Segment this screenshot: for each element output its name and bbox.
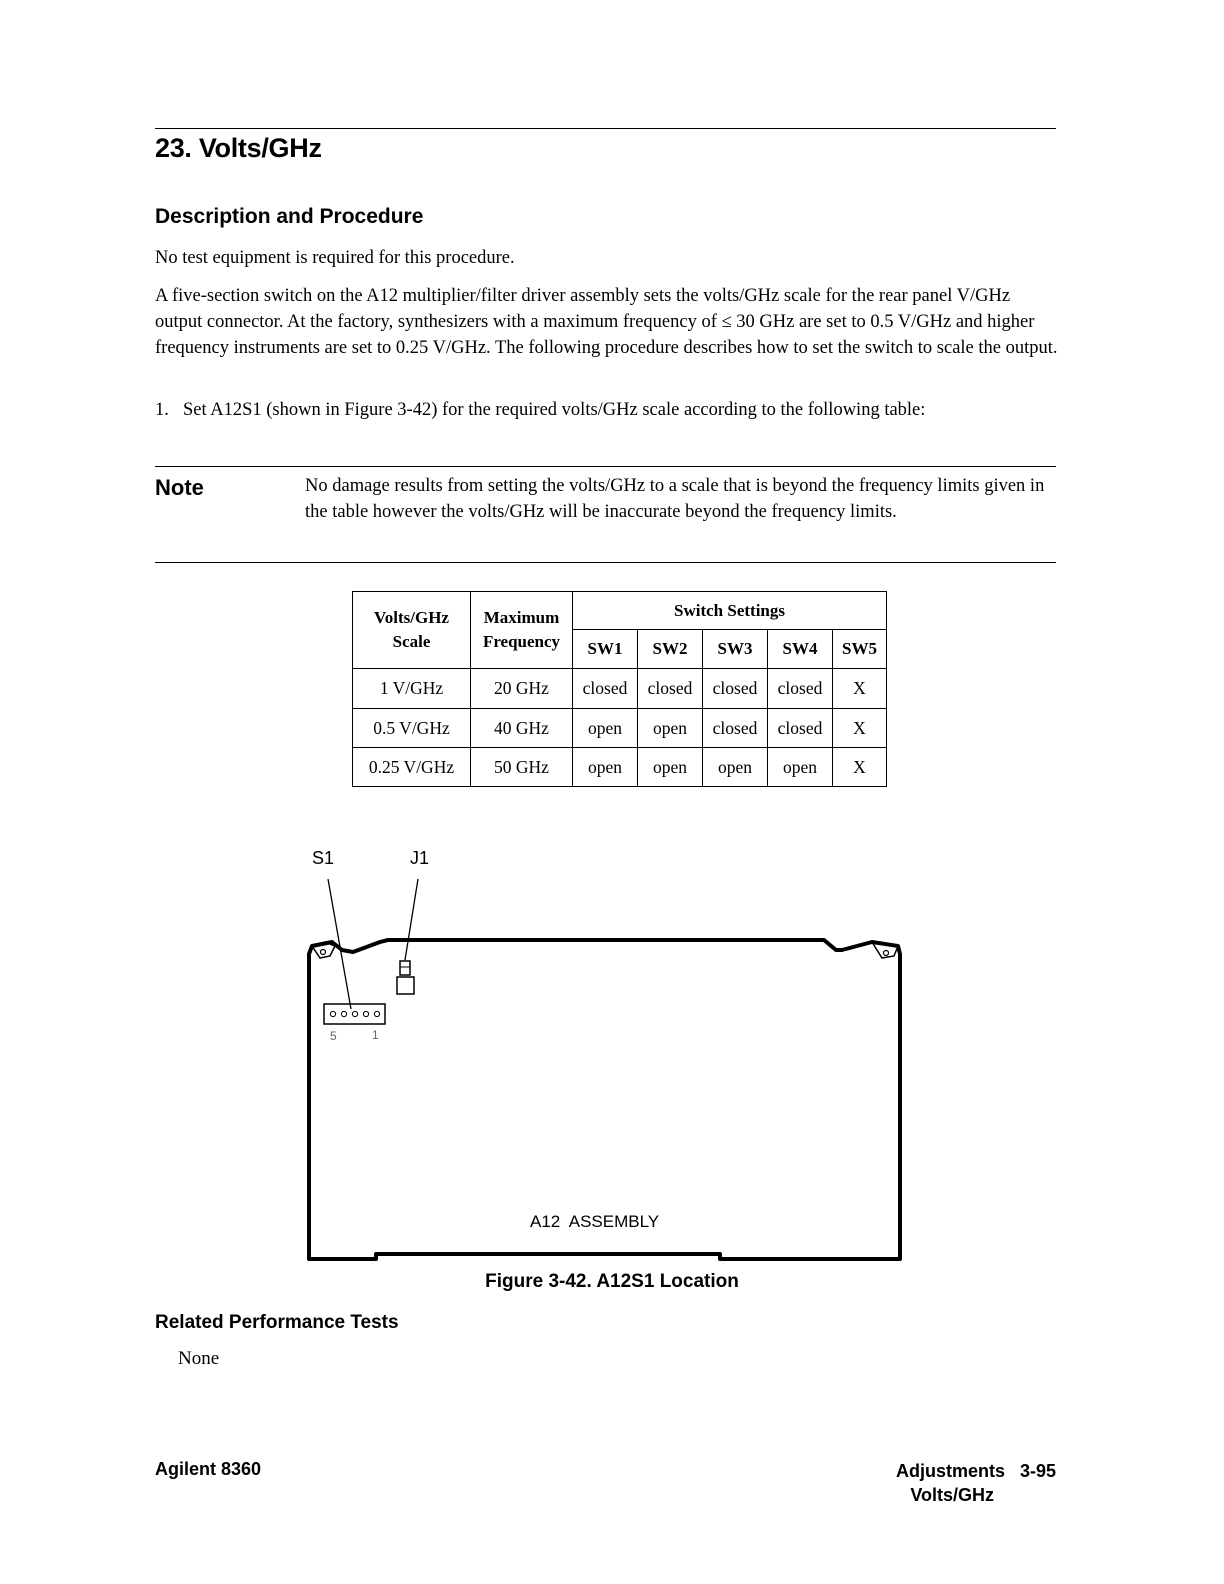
header-sw5: SW5: [833, 630, 887, 669]
table-cell: 0.25 V/GHz: [353, 748, 471, 787]
table-cell: open: [573, 709, 638, 748]
table-cell: X: [833, 709, 887, 748]
switch-settings-table: [352, 591, 887, 787]
table-cell: closed: [768, 669, 833, 709]
a12-assembly-diagram: [160, 840, 1060, 1270]
note-label: Note: [155, 475, 204, 500]
step-number: 1.: [155, 400, 169, 420]
table-cell: open: [573, 748, 638, 787]
table-row: [353, 748, 887, 787]
note-top-rule: [155, 466, 1056, 467]
footer-chapter-page: Adjustments 3-95: [895, 1461, 1056, 1481]
switch-position-5: 5: [330, 1029, 337, 1043]
label-j1: J1: [410, 848, 430, 868]
switch-position-1: 1: [372, 1028, 379, 1042]
step-text: Set A12S1 (shown in Figure 3-42) for the required volts/GHz scale according to the following table:: [183, 400, 926, 420]
table-cell: closed: [768, 709, 833, 748]
section-title: Description and Procedure: [155, 205, 424, 228]
table-cell: 1 V/GHz: [353, 669, 471, 709]
table-cell: open: [703, 748, 768, 787]
table-cell: X: [833, 748, 887, 787]
right-mount-hole: [884, 951, 889, 956]
related-tests-title: Related Performance Tests: [155, 1312, 399, 1333]
table-row: [353, 709, 887, 748]
j1-connector-top: [400, 961, 410, 975]
table-cell: closed: [703, 709, 768, 748]
header-switch-settings: Switch Settings: [573, 592, 887, 630]
table-cell: closed: [573, 669, 638, 709]
table-row: [353, 669, 887, 709]
table-cell: 20 GHz: [471, 669, 573, 709]
note-text: No damage results from setting the volts/GHz to a scale that is beyond the frequency limits given in the table however the volts/GHz will be inaccurate beyond the frequency limits.: [305, 476, 1045, 522]
label-s1: S1: [312, 848, 335, 868]
switch-contact: [330, 1011, 335, 1016]
table-cell: closed: [703, 669, 768, 709]
j1-leader-line: [405, 879, 418, 960]
table-cell: 0.5 V/GHz: [353, 709, 471, 748]
header-scale: Volts/GHz Scale: [353, 592, 471, 669]
header-sw3: SW3: [703, 630, 768, 669]
footer-section: Volts/GHz: [910, 1485, 994, 1505]
table-cell: open: [638, 709, 703, 748]
header-sw4: SW4: [768, 630, 833, 669]
related-tests-value: None: [178, 1348, 220, 1369]
switch-contact: [374, 1011, 379, 1016]
page-heading: 23. Volts/GHz: [155, 133, 322, 163]
table-cell: 50 GHz: [471, 748, 573, 787]
figure-caption: Figure 3-42. A12S1 Location: [485, 1271, 739, 1292]
header-sw1: SW1: [573, 630, 638, 669]
switch-contact: [363, 1011, 368, 1016]
table-cell: X: [833, 669, 887, 709]
switch-contact: [341, 1011, 346, 1016]
table-cell: 40 GHz: [471, 709, 573, 748]
assembly-label: A12 ASSEMBLY: [530, 1212, 660, 1231]
header-max-frequency: Maximum Frequency: [471, 592, 573, 669]
s1-switch-body: [324, 1004, 385, 1024]
paragraph-2: A five-section switch on the A12 multiplier/filter driver assembly sets the volts/GHz scale for the rear panel V/GHz output connector. At the factory, synthesizers with a maximum frequency of ≤ 30 GHz are set to 0.5 V/GHz and higher frequency instruments are set to 0.25 V/GHz. The following procedure describes how to set the switch to scale the output.: [155, 286, 1058, 358]
left-mount-hole: [321, 950, 326, 955]
header-sw2: SW2: [638, 630, 703, 669]
footer-product: Agilent 8360: [155, 1459, 262, 1479]
switch-contact: [352, 1011, 357, 1016]
table-cell: open: [768, 748, 833, 787]
note-bottom-rule: [155, 562, 1056, 563]
footer-page-info: [896, 1459, 1056, 1507]
j1-connector-base: [397, 977, 414, 994]
table-cell: closed: [638, 669, 703, 709]
paragraph-1: No test equipment is required for this procedure.: [155, 248, 515, 268]
table-cell: open: [638, 748, 703, 787]
top-rule: [155, 128, 1056, 129]
